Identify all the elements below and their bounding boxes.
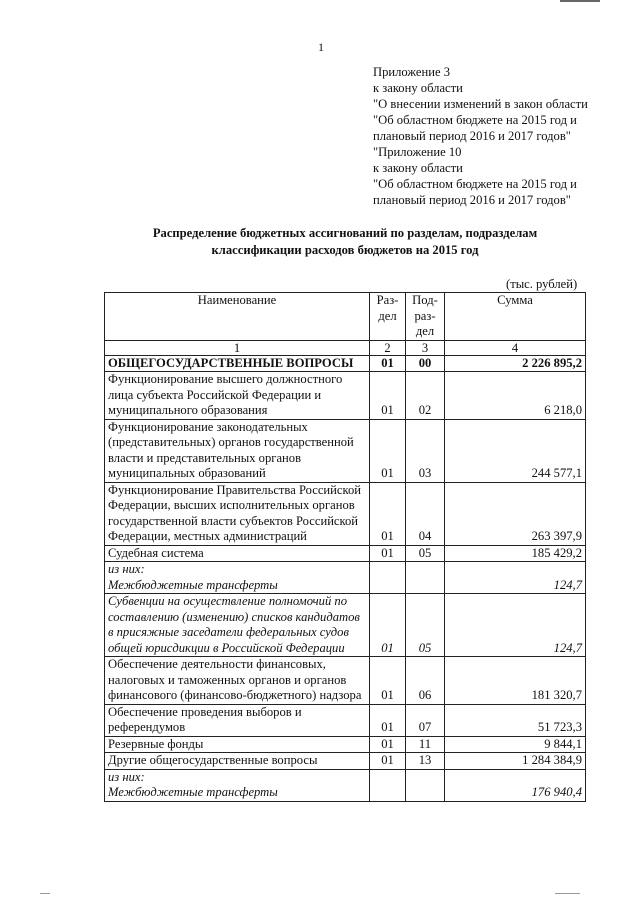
header-razdel-line: дел <box>378 308 397 323</box>
table-row <box>105 355 586 372</box>
row-razdel <box>370 769 406 801</box>
budget-table <box>104 292 586 802</box>
row-name: Другие общегосударственные вопросы <box>105 753 370 770</box>
column-number: 1 <box>105 340 370 355</box>
row-sum: 124,7 <box>445 562 586 594</box>
row-razdel: 01 <box>370 704 406 736</box>
row-podrazdel: 13 <box>406 753 445 770</box>
appendix-line: "Об областном бюджете на 2015 год и <box>373 113 577 127</box>
document-title <box>100 225 590 259</box>
header-name: Наименование <box>105 293 370 341</box>
table-row <box>105 753 586 770</box>
row-razdel: 01 <box>370 355 406 372</box>
header-podrazdel-line: раз- <box>414 308 436 323</box>
row-podrazdel: 07 <box>406 704 445 736</box>
table-row <box>105 482 586 545</box>
row-name: из них: Межбюджетные трансферты <box>105 769 370 801</box>
row-sum: 1 284 384,9 <box>445 753 586 770</box>
title-line: классификации расходов бюджетов на 2015 год <box>211 243 479 257</box>
row-razdel: 01 <box>370 372 406 420</box>
table-row <box>105 736 586 753</box>
appendix-line: Приложение 3 <box>373 65 451 79</box>
row-podrazdel: 03 <box>406 419 445 482</box>
table-row <box>105 594 586 657</box>
row-name: Резервные фонды <box>105 736 370 753</box>
row-name: Субвенции на осуществление полномочий по составлению (изменению) списков кандидатов в присяжные заседатели федеральных судов общей юрисдикции в Российской Федерации <box>105 594 370 657</box>
row-sum: 51 723,3 <box>445 704 586 736</box>
row-podrazdel: 05 <box>406 545 445 562</box>
row-name: Обеспечение деятельности финансовых, налоговых и таможенных органов и органов финансового (финансово-бюджетного) надзора <box>105 657 370 705</box>
header-podrazdel <box>406 293 445 341</box>
header-podrazdel-line: Под- <box>412 293 438 307</box>
appendix-line: "Приложение 10 <box>373 145 462 159</box>
header-row <box>105 293 586 341</box>
row-podrazdel <box>406 562 445 594</box>
row-name: ОБЩЕГОСУДАРСТВЕННЫЕ ВОПРОСЫ <box>105 355 370 372</box>
row-podrazdel: 06 <box>406 657 445 705</box>
table-row <box>105 545 586 562</box>
column-number: 4 <box>445 340 586 355</box>
column-number-row <box>105 340 586 355</box>
units-label: (тыс. рублей) <box>506 277 578 291</box>
row-podrazdel <box>406 769 445 801</box>
scan-artifact <box>560 0 600 2</box>
row-podrazdel: 02 <box>406 372 445 420</box>
header-podrazdel-line: дел <box>415 324 435 338</box>
row-sum: 244 577,1 <box>445 419 586 482</box>
scan-artifact <box>555 893 580 894</box>
row-sum: 9 844,1 <box>445 736 586 753</box>
appendix-line: плановый период 2016 и 2017 годов" <box>373 129 571 143</box>
row-sum: 6 218,0 <box>445 372 586 420</box>
row-sum: 176 940,4 <box>445 769 586 801</box>
table-row <box>105 419 586 482</box>
appendix-line: к закону области <box>373 161 463 175</box>
header-razdel <box>370 293 406 341</box>
row-podrazdel: 00 <box>406 355 445 372</box>
appendix-line: "Об областном бюджете на 2015 год и <box>373 177 577 191</box>
column-number: 3 <box>406 340 445 355</box>
column-number: 2 <box>370 340 406 355</box>
table-row <box>105 372 586 420</box>
header-sum: Сумма <box>445 293 586 341</box>
row-razdel: 01 <box>370 753 406 770</box>
row-sum: 181 320,7 <box>445 657 586 705</box>
table-row <box>105 769 586 801</box>
row-name: Функционирование законодательных (представительных) органов государственной власти и представительных органов муниципальных образований <box>105 419 370 482</box>
row-razdel: 01 <box>370 482 406 545</box>
row-name: Функционирование высшего должностного лица субъекта Российской Федерации и муниципального образования <box>105 372 370 420</box>
appendix-line: "О внесении изменений в закон области <box>373 97 588 111</box>
row-razdel: 01 <box>370 594 406 657</box>
row-razdel: 01 <box>370 657 406 705</box>
appendix-header <box>373 64 635 208</box>
row-razdel <box>370 562 406 594</box>
row-sum: 2 226 895,2 <box>445 355 586 372</box>
row-podrazdel: 11 <box>406 736 445 753</box>
table-row <box>105 657 586 705</box>
row-razdel: 01 <box>370 545 406 562</box>
row-name: Обеспечение проведения выборов и референдумов <box>105 704 370 736</box>
row-name: Функционирование Правительства Российской Федерации, высших исполнительных органов государственной власти субъектов Российской Федерации, местных администраций <box>105 482 370 545</box>
row-name: Судебная система <box>105 545 370 562</box>
table-row <box>105 562 586 594</box>
page-number: 1 <box>318 40 324 54</box>
row-podrazdel: 04 <box>406 482 445 545</box>
row-razdel: 01 <box>370 419 406 482</box>
row-name: из них: Межбюджетные трансферты <box>105 562 370 594</box>
row-sum: 263 397,9 <box>445 482 586 545</box>
table-body <box>105 355 586 801</box>
table-row <box>105 704 586 736</box>
row-sum: 124,7 <box>445 594 586 657</box>
appendix-line: к закону области <box>373 81 463 95</box>
row-sum: 185 429,2 <box>445 545 586 562</box>
scan-artifact <box>40 893 50 894</box>
appendix-line: плановый период 2016 и 2017 годов" <box>373 193 571 207</box>
header-razdel-line: Раз- <box>376 293 399 307</box>
title-line: Распределение бюджетных ассигнований по разделам, подразделам <box>152 226 538 240</box>
row-razdel: 01 <box>370 736 406 753</box>
row-podrazdel: 05 <box>406 594 445 657</box>
